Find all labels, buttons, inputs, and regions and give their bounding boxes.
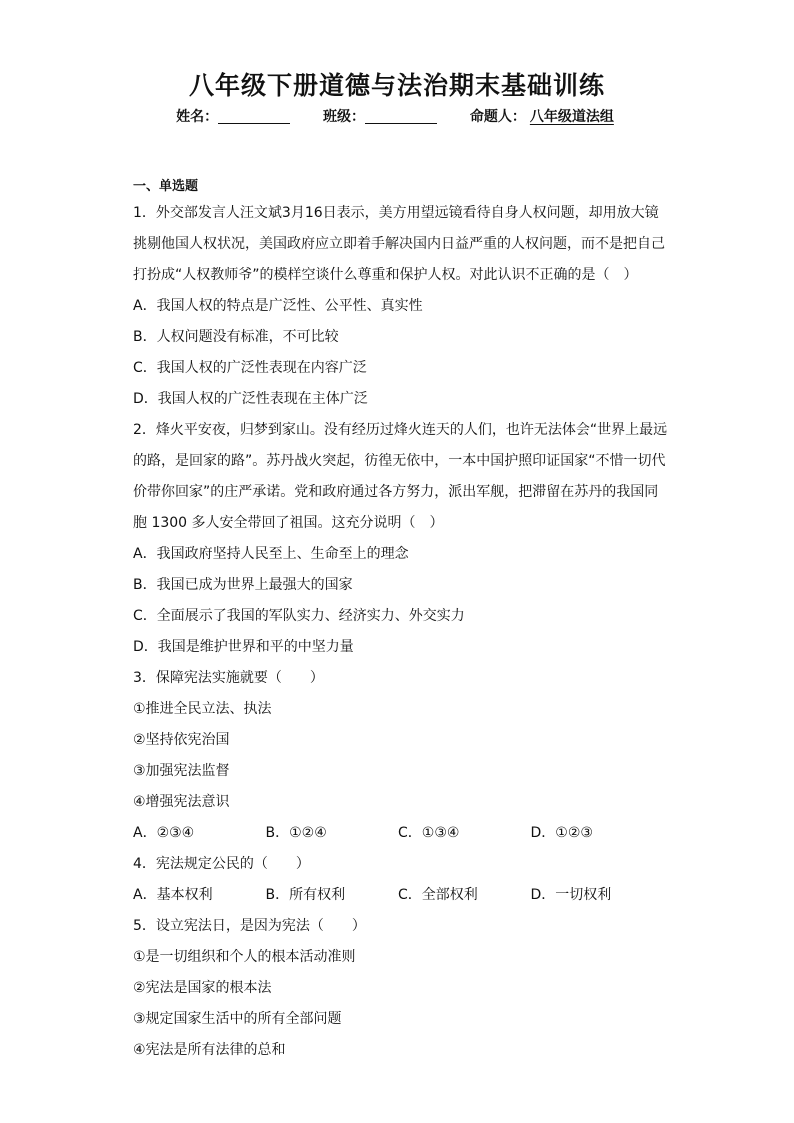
q5-item: ①是一切组织和个人的根本活动准则 — [133, 949, 356, 965]
student-info-row — [0, 106, 794, 126]
q5-item: ②宪法是国家的根本法 — [133, 980, 272, 996]
section-title: 一、单选题 — [133, 179, 199, 194]
q3-item: ④增强宪法意识 — [133, 794, 230, 810]
class-label: 班级： — [323, 109, 365, 125]
q5-item: ③规定国家生活中的所有全部问题 — [133, 1011, 342, 1027]
q3-option-b[interactable]: B．①②④ — [265, 825, 327, 841]
document-title: 八年级下册道德与法治期末基础训练 — [188, 71, 605, 100]
q4-option-c[interactable]: C．全部权利 — [398, 887, 478, 903]
author-field — [470, 106, 618, 126]
q2-option-c[interactable]: C．全面展示了我国的军队实力、经济实力、外交实力 — [133, 608, 465, 624]
class-blank[interactable] — [365, 109, 437, 124]
q3-option-d[interactable]: D．①②③ — [530, 825, 593, 841]
q3-option-a[interactable]: A．②③④ — [133, 825, 195, 841]
name-label: 姓名： — [176, 109, 219, 125]
q1-stem-line: 打扮成“人权教师爷”的模样空谈什么尊重和保护人权。对此认识不正确的是（ ） — [133, 267, 638, 283]
q1-stem-line: 1．外交部发言人汪文斌3月16日表示，美方用望远镜看待自身人权问题，却用放大镜 — [133, 205, 659, 221]
q5-stem: 5．设立宪法日，是因为宪法（ ） — [133, 918, 366, 934]
q1-option-a[interactable]: A．我国人权的特点是广泛性、公平性、真实性 — [133, 298, 423, 314]
q4-option-d[interactable]: D．一切权利 — [530, 887, 612, 903]
author-label: 命题人： — [469, 109, 526, 125]
q1-stem-line: 挑剔他国人权状况，美国政府应立即着手解决国内日益严重的人权问题，而不是把自己 — [133, 236, 665, 252]
q2-stem-line: 价带你回家”的庄严承诺。党和政府通过各方努力，派出军舰，把滞留在苏丹的我国同 — [133, 484, 659, 500]
class-field — [323, 106, 437, 126]
q2-option-d[interactable]: D．我国是维护世界和平的中坚力量 — [133, 639, 354, 655]
q3-item: ③加强宪法监督 — [133, 763, 230, 779]
q2-stem-line: 2．烽火平安夜，归梦到家山。没有经历过烽火连天的人们，也许无法体会“世界上最远 — [133, 422, 668, 438]
q2-option-b[interactable]: B．我国已成为世界上最强大的国家 — [133, 577, 353, 593]
author-value: 八年级道法组 — [529, 109, 614, 125]
name-field — [176, 106, 290, 126]
q4-stem: 4．宪法规定公民的（ ） — [133, 856, 310, 872]
q2-stem-line: 的路，是回家的路”。苏丹战火突起，彷徨无依中，一本中国护照印证国家“不惜一切代 — [133, 453, 666, 469]
q3-options-row — [133, 818, 663, 849]
q1-option-b[interactable]: B．人权问题没有标准，不可比较 — [133, 329, 339, 345]
q3-option-c[interactable]: C．①③④ — [398, 825, 460, 841]
question-list — [133, 198, 668, 1066]
q4-options-row — [133, 880, 663, 911]
q1-option-d[interactable]: D．我国人权的广泛性表现在主体广泛 — [133, 391, 368, 407]
q3-item: ②坚持依宪治国 — [133, 732, 230, 748]
q2-option-a[interactable]: A．我国政府坚持人民至上、生命至上的理念 — [133, 546, 409, 562]
q3-stem: 3．保障宪法实施就要（ ） — [133, 670, 324, 686]
name-blank[interactable] — [218, 109, 290, 124]
q1-option-c[interactable]: C．我国人权的广泛性表现在内容广泛 — [133, 360, 367, 376]
q4-option-b[interactable]: B．所有权利 — [265, 887, 346, 903]
q3-item: ①推进全民立法、执法 — [133, 701, 272, 717]
q5-item: ④宪法是所有法律的总和 — [133, 1042, 286, 1058]
q2-stem-line: 胞 1300 多人安全带回了祖国。这充分说明（ ） — [133, 515, 444, 531]
q4-option-a[interactable]: A．基本权利 — [133, 887, 213, 903]
